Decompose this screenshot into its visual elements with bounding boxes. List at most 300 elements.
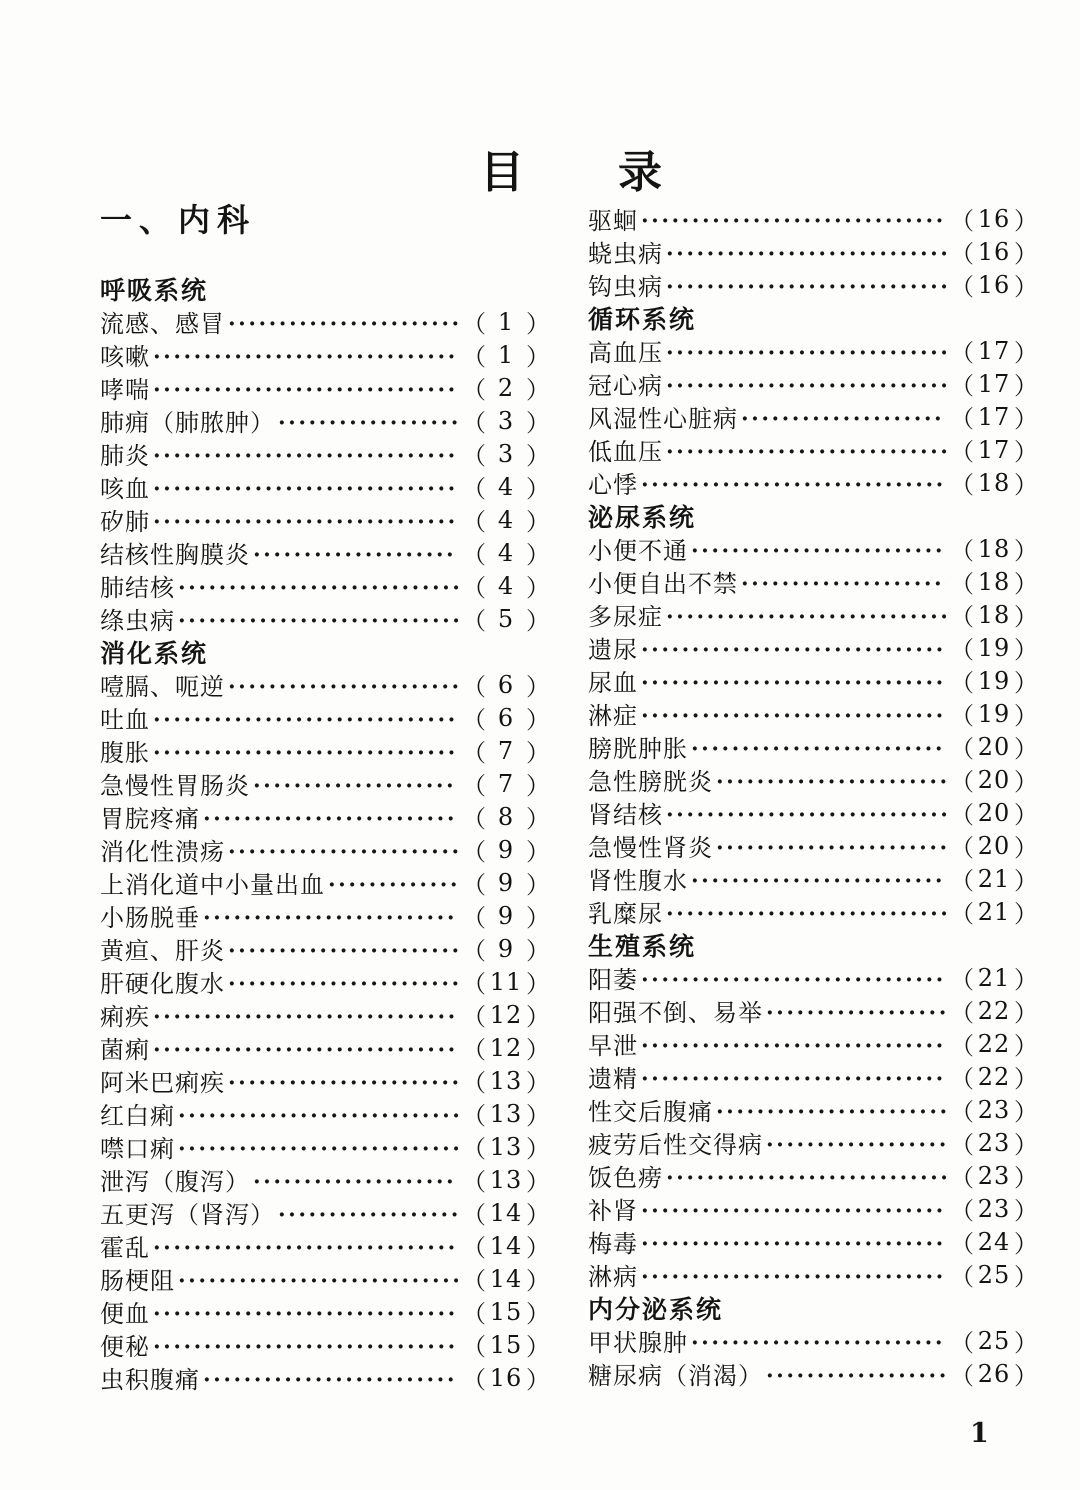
entry-title: 补肾: [588, 1197, 638, 1225]
paren-open: （: [462, 541, 486, 569]
paren-close: ）: [526, 772, 550, 800]
toc-entry: [100, 1295, 550, 1328]
entry-page-digits: 22: [977, 1062, 1011, 1091]
paren-open: （: [950, 1362, 974, 1390]
entry-page-digits: 18: [977, 468, 1011, 497]
paren-open: （: [950, 537, 974, 565]
paren-open: （: [462, 1135, 486, 1163]
entry-page-digits: 18: [977, 567, 1011, 596]
entry-title: 五更泻（肾泻）: [100, 1201, 275, 1229]
paren-open: （: [950, 735, 974, 763]
entry-page-number: [950, 861, 1038, 896]
entry-page-number: [462, 1228, 550, 1263]
paren-close: ）: [525, 1102, 550, 1130]
entry-title: 风湿性心脏病: [588, 405, 738, 433]
entry-page-digits: 19: [977, 666, 1011, 695]
dot-leader: [766, 998, 946, 1026]
entry-title: 上消化道中小量出血: [100, 871, 325, 899]
paren-close: ）: [526, 541, 550, 569]
entry-page-number: [462, 799, 550, 834]
toc-entry: [588, 598, 1038, 631]
entry-page-number: [462, 1030, 550, 1065]
toc-entry: [588, 400, 1038, 433]
dot-leader: [153, 375, 458, 403]
entry-page-number: [462, 304, 550, 339]
dot-leader: [153, 1233, 458, 1261]
paren-open: （: [462, 673, 486, 701]
entry-title: 便秘: [100, 1333, 150, 1361]
paren-open: （: [462, 871, 486, 899]
toc-entry: [588, 895, 1038, 928]
entry-page-number: [950, 1092, 1038, 1127]
entry-title: 乳糜尿: [588, 900, 663, 928]
paren-close: ）: [1013, 273, 1038, 301]
paren-close: ）: [1013, 999, 1038, 1027]
paren-open: （: [462, 1366, 486, 1394]
entry-title: 黄疸、肝炎: [100, 937, 225, 965]
entry-page-number: [950, 1323, 1038, 1358]
paren-close: ）: [1013, 537, 1038, 565]
paren-open: （: [950, 669, 974, 697]
entry-page-digits: 24: [977, 1227, 1011, 1256]
paren-close: ）: [526, 376, 550, 404]
entry-page-number: [950, 333, 1038, 368]
dot-leader: [716, 767, 946, 795]
toc-entry: [100, 437, 550, 470]
paren-open: （: [950, 405, 974, 433]
dot-leader: [228, 837, 458, 865]
group-heading-label: 泌尿系统: [588, 502, 697, 532]
paren-close: ）: [526, 805, 550, 833]
dot-leader: [178, 1134, 458, 1162]
dot-leader: [253, 1167, 458, 1195]
entry-page-digits: 17: [977, 336, 1011, 365]
dot-leader: [178, 1266, 458, 1294]
entry-page-number: [950, 828, 1038, 863]
dot-leader: [203, 1365, 458, 1393]
entry-page-number: [950, 597, 1038, 632]
entry-title: 低血压: [588, 438, 663, 466]
paren-open: （: [462, 607, 486, 635]
paren-open: （: [950, 1230, 974, 1258]
entry-page-digits: 13: [489, 1165, 523, 1194]
entry-title: 小便不通: [588, 537, 688, 565]
paren-open: （: [462, 1069, 486, 1097]
entry-page-number: [462, 1261, 550, 1296]
paren-open: （: [950, 801, 974, 829]
dot-leader: [153, 705, 458, 733]
paren-close: ）: [526, 937, 550, 965]
dot-leader: [666, 1163, 946, 1191]
paren-close: ）: [1013, 570, 1038, 598]
toc-entry: [100, 899, 550, 932]
paren-open: （: [950, 471, 974, 499]
paren-open: （: [950, 867, 974, 895]
paren-close: ）: [525, 1069, 550, 1097]
toc-entry: [100, 734, 550, 767]
entry-title: 阳萎: [588, 966, 638, 994]
dot-leader: [641, 206, 946, 234]
paren-open: （: [462, 1168, 486, 1196]
paren-close: ）: [526, 607, 550, 635]
paren-close: ）: [526, 871, 550, 899]
toc-column-right: [588, 202, 1038, 1390]
entry-page-digits: 9: [497, 868, 515, 897]
entry-title: 高血压: [588, 339, 663, 367]
entry-page-number: [462, 1294, 550, 1329]
entry-page-digits: 13: [489, 1099, 523, 1128]
entry-page-number: [462, 568, 550, 603]
dot-leader: [641, 965, 946, 993]
entry-title: 结核性胸膜炎: [100, 541, 250, 569]
paren-close: ）: [1013, 207, 1038, 235]
paren-close: ）: [1013, 801, 1038, 829]
dot-leader: [278, 408, 458, 436]
entry-page-digits: 23: [977, 1194, 1011, 1223]
toc-entry: [100, 701, 550, 734]
entry-page-number: [462, 337, 550, 372]
entry-page-number: [462, 1360, 550, 1395]
dot-leader: [716, 833, 946, 861]
paren-close: ）: [1013, 636, 1038, 664]
entry-page-number: [462, 997, 550, 1032]
paren-close: ）: [1013, 735, 1038, 763]
entry-title: 糖尿病（消渴）: [588, 1362, 763, 1390]
toc-entry: [588, 664, 1038, 697]
entry-page-number: [462, 370, 550, 405]
entry-title: 咳嗽: [100, 343, 150, 371]
dot-leader: [178, 573, 458, 601]
entry-title: 红白痢: [100, 1102, 175, 1130]
group-heading: [100, 272, 550, 305]
entry-title: 肾结核: [588, 801, 663, 829]
toc-entry: [100, 833, 550, 866]
paren-close: ）: [1013, 834, 1038, 862]
paren-open: （: [462, 376, 486, 404]
entry-page-digits: 23: [977, 1128, 1011, 1157]
toc-entry: [588, 697, 1038, 730]
entry-title: 多尿症: [588, 603, 663, 631]
paren-close: ）: [1013, 1032, 1038, 1060]
entry-page-digits: 14: [489, 1264, 523, 1293]
entry-page-digits: 12: [489, 1033, 523, 1062]
entry-title: 肺结核: [100, 574, 175, 602]
paren-open: （: [950, 999, 974, 1027]
toc-entry: [588, 235, 1038, 268]
paren-open: （: [950, 1263, 974, 1291]
toc-entry: [100, 866, 550, 899]
entry-title: 冠心病: [588, 372, 663, 400]
entry-page-digits: 4: [497, 538, 515, 567]
toc-entry: [100, 1229, 550, 1262]
dot-leader: [641, 470, 946, 498]
entry-page-digits: 14: [489, 1231, 523, 1260]
entry-page-digits: 20: [977, 765, 1011, 794]
dot-leader: [153, 342, 458, 370]
paren-open: （: [462, 838, 486, 866]
entry-page-digits: 4: [497, 571, 515, 600]
paren-close: ）: [526, 310, 550, 338]
paren-close: ）: [526, 904, 550, 932]
section-heading: 一、内科: [100, 201, 257, 239]
toc-entry: [100, 1031, 550, 1064]
entry-title: 急慢性胃肠炎: [100, 772, 250, 800]
dot-leader: [666, 272, 946, 300]
entry-page-number: [950, 795, 1038, 830]
entry-title: 噤口痢: [100, 1135, 175, 1163]
toc-rows-right: [588, 202, 1038, 1390]
paren-close: ）: [526, 739, 550, 767]
toc-entry: [100, 305, 550, 338]
dot-leader: [153, 1332, 458, 1360]
toc-entry: [588, 1324, 1038, 1357]
entry-title: 阳强不倒、易举: [588, 999, 763, 1027]
entry-page-digits: 23: [977, 1161, 1011, 1190]
entry-page-number: [950, 1026, 1038, 1061]
entry-page-digits: 16: [977, 270, 1011, 299]
entry-page-number: [950, 894, 1038, 929]
paren-close: ）: [1013, 1065, 1038, 1093]
paren-close: ）: [526, 673, 550, 701]
toc-entry: [100, 767, 550, 800]
entry-page-digits: 9: [497, 835, 515, 864]
paren-open: （: [462, 937, 486, 965]
entry-title: 矽肺: [100, 508, 150, 536]
toc-entry: [588, 565, 1038, 598]
paren-close: ）: [1013, 768, 1038, 796]
entry-page-digits: 7: [497, 769, 515, 798]
toc-rows-left: [100, 272, 550, 1394]
dot-leader: [641, 668, 946, 696]
entry-page-digits: 20: [977, 831, 1011, 860]
paren-open: （: [950, 570, 974, 598]
entry-page-digits: 18: [977, 534, 1011, 563]
paren-open: （: [950, 636, 974, 664]
entry-page-digits: 3: [497, 439, 515, 468]
entry-title: 钩虫病: [588, 273, 663, 301]
entry-page-number: [462, 733, 550, 768]
entry-title: 驱蛔: [588, 207, 638, 235]
paren-close: ）: [526, 343, 550, 371]
entry-page-digits: 19: [977, 699, 1011, 728]
entry-page-digits: 17: [977, 435, 1011, 464]
toc-entry: [100, 668, 550, 701]
entry-title: 性交后腹痛: [588, 1098, 713, 1126]
entry-title: 阿米巴痢疾: [100, 1069, 225, 1097]
paren-open: （: [950, 966, 974, 994]
entry-page-number: [950, 201, 1038, 236]
paren-close: ）: [526, 508, 550, 536]
toc-entry: [588, 631, 1038, 664]
paren-open: （: [950, 1065, 974, 1093]
entry-page-digits: 9: [497, 934, 515, 963]
dot-leader: [641, 701, 946, 729]
entry-page-digits: 13: [489, 1066, 523, 1095]
paren-close: ）: [525, 1201, 550, 1229]
entry-page-number: [462, 436, 550, 471]
toc-entry: [100, 1328, 550, 1361]
paren-open: （: [950, 372, 974, 400]
entry-page-number: [950, 366, 1038, 401]
entry-page-digits: 12: [489, 1000, 523, 1029]
entry-page-number: [950, 1125, 1038, 1160]
entry-title: 虫积腹痛: [100, 1366, 200, 1394]
paren-close: ）: [525, 1366, 550, 1394]
entry-page-number: [950, 993, 1038, 1028]
paren-open: （: [462, 706, 486, 734]
entry-page-digits: 22: [977, 996, 1011, 1025]
toc-entry: [588, 862, 1038, 895]
dot-leader: [691, 1328, 946, 1356]
paren-close: ）: [1013, 603, 1038, 631]
entry-page-number: [462, 766, 550, 801]
paren-open: （: [950, 900, 974, 928]
toc-entry: [100, 338, 550, 371]
toc-entry: [100, 602, 550, 635]
entry-page-digits: 20: [977, 732, 1011, 761]
paren-close: ）: [525, 1135, 550, 1163]
paren-open: （: [462, 343, 486, 371]
entry-title: 肝硬化腹水: [100, 970, 225, 998]
entry-page-number: [950, 1356, 1038, 1391]
dot-leader: [766, 1130, 946, 1158]
toc-entry: [588, 268, 1038, 301]
entry-title: 流感、感冒: [100, 310, 225, 338]
toc-entry: [100, 1130, 550, 1163]
toc-entry: [100, 1064, 550, 1097]
paren-close: ）: [525, 1168, 550, 1196]
entry-title: 疲劳后性交得病: [588, 1131, 763, 1159]
toc-entry: [100, 932, 550, 965]
paren-open: （: [950, 768, 974, 796]
entry-title: 噎膈、呃逆: [100, 673, 225, 701]
paren-open: （: [950, 1098, 974, 1126]
toc-entry: [100, 470, 550, 503]
entry-page-digits: 3: [497, 406, 515, 435]
entry-title: 便血: [100, 1300, 150, 1328]
dot-leader: [228, 309, 458, 337]
entry-title: 心悸: [588, 471, 638, 499]
entry-page-number: [950, 630, 1038, 665]
toc-entry: [100, 1361, 550, 1394]
paren-open: （: [462, 442, 486, 470]
toc-entry: [100, 1196, 550, 1229]
entry-page-digits: 18: [977, 600, 1011, 629]
paren-open: （: [950, 438, 974, 466]
paren-open: （: [462, 574, 486, 602]
toc-entry: [588, 1357, 1038, 1390]
paren-close: ）: [525, 1300, 550, 1328]
entry-page-digits: 6: [497, 670, 515, 699]
toc-entry: [588, 1225, 1038, 1258]
dot-leader: [153, 474, 458, 502]
toc-entry: [100, 1097, 550, 1130]
entry-page-number: [950, 696, 1038, 731]
paren-close: ）: [1013, 867, 1038, 895]
dot-leader: [278, 1200, 458, 1228]
dot-leader: [178, 1101, 458, 1129]
entry-page-number: [950, 432, 1038, 467]
paren-close: ）: [1013, 372, 1038, 400]
dot-leader: [691, 734, 946, 762]
paren-open: （: [950, 1197, 974, 1225]
entry-page-number: [950, 531, 1038, 566]
paren-open: （: [462, 508, 486, 536]
toc-entry: [588, 1258, 1038, 1291]
entry-page-digits: 26: [977, 1359, 1011, 1388]
entry-page-number: [462, 1063, 550, 1098]
entry-page-number: [462, 469, 550, 504]
dot-leader: [153, 1299, 458, 1327]
entry-page-digits: 4: [497, 472, 515, 501]
entry-title: 早泄: [588, 1032, 638, 1060]
entry-page-number: [462, 502, 550, 537]
entry-page-digits: 25: [977, 1326, 1011, 1355]
toc-entry: [100, 404, 550, 437]
paren-open: （: [950, 339, 974, 367]
dot-leader: [666, 239, 946, 267]
entry-title: 泄泻（腹泻）: [100, 1168, 250, 1196]
paren-open: （: [462, 1267, 486, 1295]
entry-page-number: [950, 1224, 1038, 1259]
paren-open: （: [950, 1164, 974, 1192]
paren-close: ）: [1013, 669, 1038, 697]
entry-title: 肾性腹水: [588, 867, 688, 895]
paren-close: ）: [1013, 966, 1038, 994]
toc-entry: [100, 536, 550, 569]
entry-page-number: [462, 700, 550, 735]
entry-title: 肺痈（肺脓肿）: [100, 409, 275, 437]
paren-open: （: [462, 970, 486, 998]
entry-title: 腹胀: [100, 739, 150, 767]
paren-close: ）: [1013, 1362, 1038, 1390]
entry-page-number: [462, 865, 550, 900]
paren-close: ）: [1013, 702, 1038, 730]
toc-entry: [588, 202, 1038, 235]
entry-title: 胃脘疼痛: [100, 805, 200, 833]
paren-open: （: [462, 409, 486, 437]
toc-entry: [588, 433, 1038, 466]
entry-title: 淋病: [588, 1263, 638, 1291]
entry-title: 消化性溃疡: [100, 838, 225, 866]
paren-open: （: [950, 1032, 974, 1060]
paren-open: （: [950, 834, 974, 862]
dot-leader: [666, 437, 946, 465]
entry-page-digits: 1: [497, 340, 515, 369]
entry-title: 蛲虫病: [588, 240, 663, 268]
group-heading: [588, 301, 1038, 334]
entry-page-number: [462, 667, 550, 702]
entry-page-number: [950, 1191, 1038, 1226]
entry-page-number: [950, 1059, 1038, 1094]
paren-close: ）: [525, 1267, 550, 1295]
entry-page-number: [950, 234, 1038, 269]
toc-entry: [588, 1093, 1038, 1126]
entry-title: 尿血: [588, 669, 638, 697]
dot-leader: [666, 338, 946, 366]
dot-leader: [153, 1002, 458, 1030]
folio-page-number: 1: [970, 1418, 989, 1449]
paren-close: ）: [1013, 405, 1038, 433]
entry-page-number: [462, 931, 550, 966]
entry-page-number: [462, 1096, 550, 1131]
dot-leader: [153, 441, 458, 469]
entry-page-number: [462, 1195, 550, 1230]
paren-open: （: [462, 772, 486, 800]
dot-leader: [253, 540, 458, 568]
toc-entry: [588, 796, 1038, 829]
paren-open: （: [462, 1333, 486, 1361]
